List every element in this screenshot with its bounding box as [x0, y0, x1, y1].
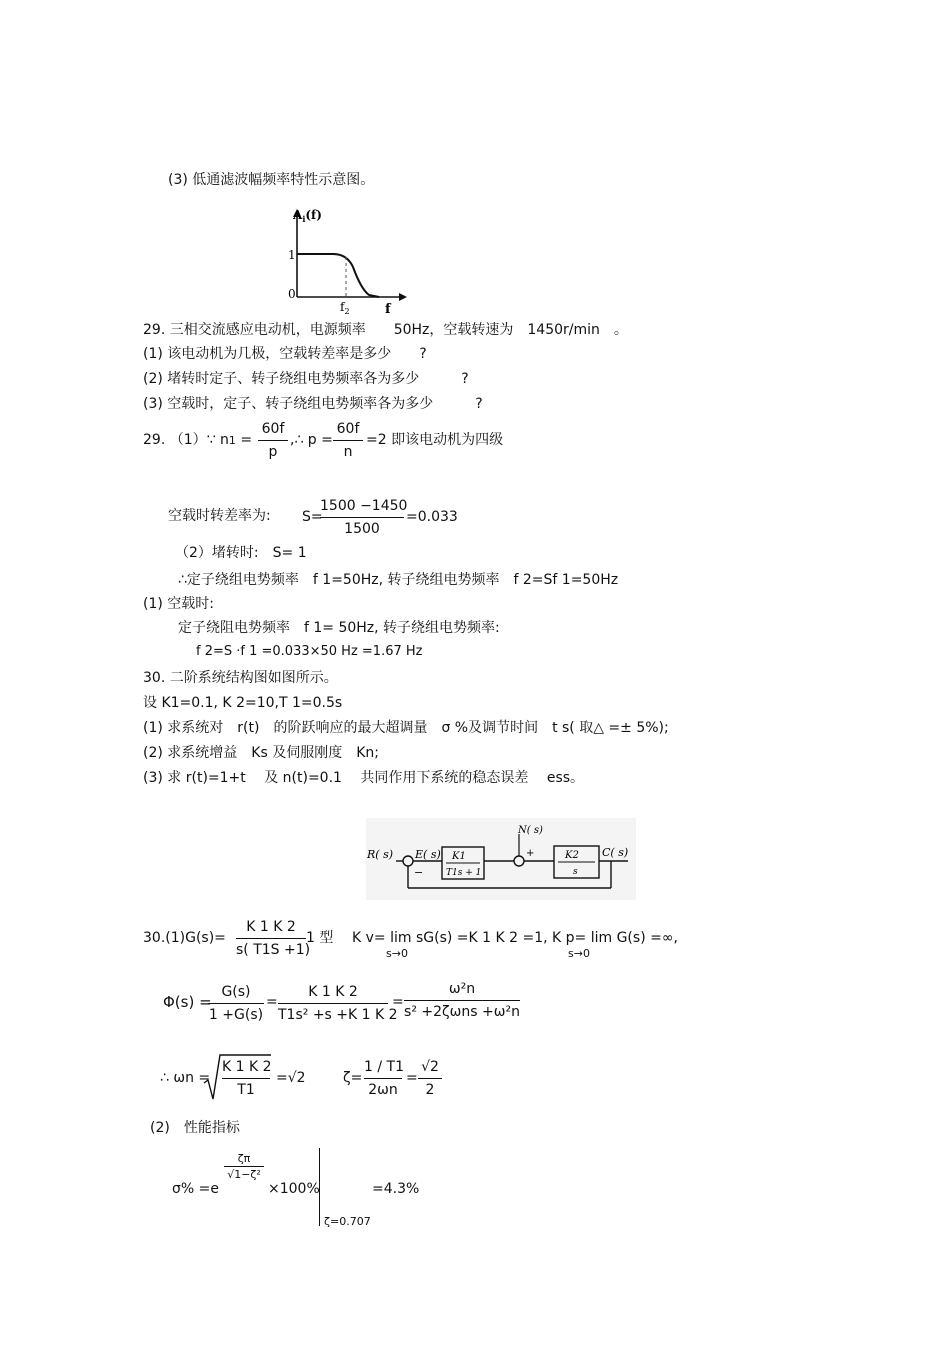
a30-phi-eq-1: =	[266, 994, 278, 1010]
lowpass-amplitude-diagram	[283, 205, 413, 315]
a30-g-type: 1 型	[306, 930, 334, 946]
a30-wn-prefix: ∴ ωn =	[160, 1070, 211, 1086]
a30-wn-fraction: K 1 K 2 T1	[222, 1059, 272, 1098]
a30-lim-sub-2: s→0	[568, 947, 590, 960]
q29-item-2: (2) 堵转时定子、转子绕组电势频率各为多少 ?	[143, 371, 469, 387]
a30-phi-eq-2: =	[392, 994, 404, 1010]
a30-sigma-prefix: σ% =e	[172, 1181, 219, 1197]
block-minus-label: −	[414, 866, 424, 879]
a30-phi-prefix: Φ(s) =	[163, 993, 212, 1011]
a30-phi-fraction-3: ω²n s² +2ζωns +ω²n	[404, 981, 520, 1020]
block-r-label: R( s)	[367, 848, 394, 861]
a30-zeta-value: √2 2	[418, 1058, 442, 1099]
a30-g-prefix: 30.(1)G(s)=	[143, 930, 226, 946]
block-k2-label: K2	[565, 850, 579, 861]
q29-title: 29. 三相交流感应电动机，电源频率 50Hz，空载转速为 1450r/min 。	[143, 322, 628, 338]
a29-slip-s: S=	[302, 509, 323, 525]
q30-item-1: (1) 求系统对 r(t) 的阶跃响应的最大超调量 σ %及调节时间 t s( 取△ =± 5%);	[143, 720, 669, 736]
q30-title: 30. 二阶系统结构图如图所示。	[143, 670, 338, 686]
q28-item-3: (3) 低通滤波幅频率特性示意图。	[168, 172, 375, 188]
a30-sigma-multiplier: ×100%	[268, 1181, 320, 1197]
a29-noload-stator: 定子绕阻电势频率 f 1= 50Hz, 转子绕组电势频率:	[178, 620, 500, 636]
block-e-label: E( s)	[415, 848, 441, 861]
a30-g-fraction: K 1 K 2 s( T1S +1)	[236, 919, 311, 958]
a29-fraction-2: 60f n	[333, 420, 363, 461]
block-c-label: C( s)	[602, 846, 629, 859]
lowpass-y-label: $A_i(f)$	[293, 208, 322, 224]
q30-item-2: (2) 求系统增益 Ks 及伺服刚度 Kn;	[143, 745, 379, 761]
a30-wn-value: =√2	[276, 1070, 306, 1086]
q29-item-3: (3) 空载时，定子、转子绕组电势频率各为多少 ?	[143, 396, 483, 412]
a29-noload-rotor: f 2=S ·f 1 =0.033×50 Hz =1.67 Hz	[196, 644, 423, 659]
lowpass-tick-1: 1	[288, 248, 296, 262]
block-k1-label: K1	[452, 851, 466, 862]
lowpass-cutoff-label: $f_2$	[340, 300, 350, 315]
a30-sigma-value: =4.3%	[372, 1181, 420, 1197]
block-s-label: s	[573, 867, 578, 877]
a30-phi-fraction-2: K 1 K 2 T1s² +s +K 1 K 2	[278, 984, 398, 1023]
q30-item-3: (3) 求 r(t)=1+t 及 n(t)=0.1 共同作用下系统的稳态误差 ess。	[143, 770, 585, 786]
a29-slip-value: =0.033	[406, 509, 458, 525]
a30-performance-label: (2) 性能指标	[150, 1120, 240, 1136]
block-t1s-label: T1s + 1	[446, 868, 482, 878]
a29-locked-frequencies: ∴定子绕组电势频率 f 1=50Hz, 转子绕组电势频率 f 2=Sf 1=50Hz	[178, 572, 619, 588]
a30-zeta-eq: =	[406, 1070, 418, 1086]
a29-prefix: 29. （1）∵ n1 =	[143, 432, 253, 448]
block-plus-label: +	[526, 848, 535, 859]
a30-error-constants: K v= lim sG(s) =K 1 K 2 =1, K p= lim G(s) =∞,	[352, 930, 678, 946]
a29-fraction-1: 60f p	[258, 420, 288, 461]
block-n-label: N( s)	[518, 825, 543, 836]
a29-slip-fraction: 1500 −1450 1500	[320, 498, 408, 537]
a30-zeta-fraction: 1 / T1 2ωn	[364, 1059, 404, 1098]
q29-item-1: (1) 该电动机为几极，空载转差率是多少 ?	[143, 346, 427, 362]
lowpass-tick-0: 0	[288, 287, 296, 301]
a30-lim-sub-1: s→0	[386, 947, 408, 960]
a30-zeta-prefix: ζ=	[343, 1070, 363, 1086]
a29-mid: ,∴ p =	[290, 432, 333, 448]
a30-sigma-exponent: ζπ √1−ζ²	[224, 1152, 264, 1181]
q30-params: 设 K1=0.1, K 2=10,T 1=0.5s	[143, 695, 343, 711]
block-diagram	[366, 818, 636, 900]
a29-conclusion: =2 即该电动机为四级	[366, 432, 504, 448]
a29-noload-label: (1) 空载时:	[143, 596, 214, 612]
a29-slip-label: 空载时转差率为:	[168, 508, 271, 524]
a29-locked-label: （2）堵转时: S= 1	[175, 545, 307, 561]
a30-sigma-eval-point: ζ=0.707	[324, 1215, 371, 1228]
a30-phi-fraction-1: G(s) 1 +G(s)	[208, 984, 264, 1023]
lowpass-x-label: f	[385, 302, 391, 315]
a30-evaluation-bar	[319, 1148, 320, 1226]
